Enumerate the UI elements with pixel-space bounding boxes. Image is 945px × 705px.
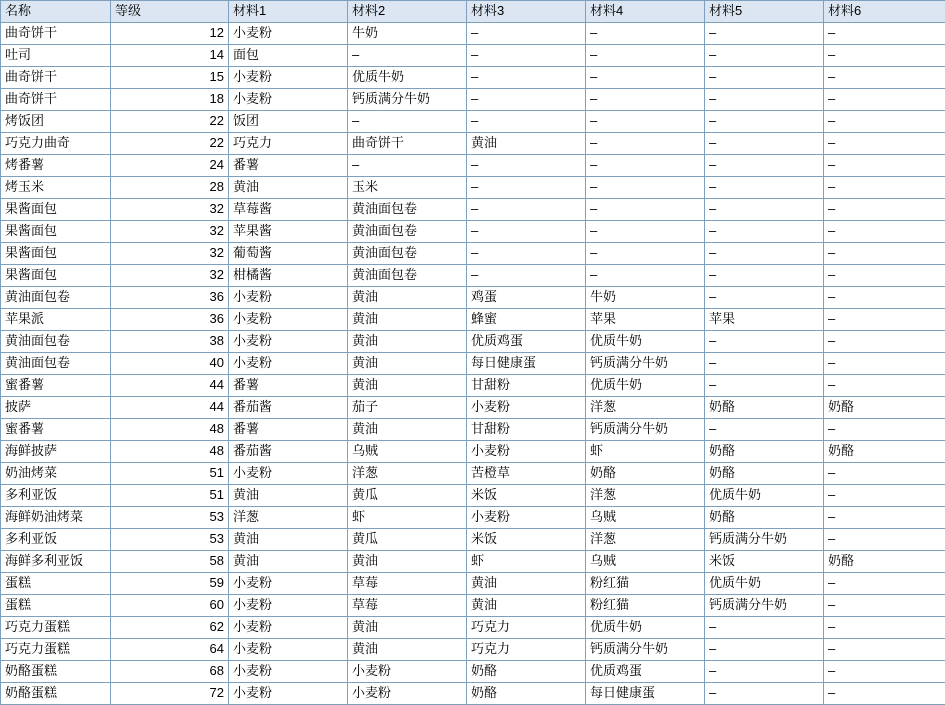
cell-name: 果酱面包	[1, 243, 111, 265]
column-header-material-6: 材料6	[824, 1, 945, 23]
cell-material-4: –	[586, 67, 705, 89]
cell-material-3: 奶酪	[467, 683, 586, 705]
cell-name: 奶酪蛋糕	[1, 683, 111, 705]
cell-material-4: 优质鸡蛋	[586, 661, 705, 683]
cell-name: 多利亚饭	[1, 529, 111, 551]
cell-material-3: –	[467, 221, 586, 243]
cell-name: 黄油面包卷	[1, 331, 111, 353]
cell-material-3: –	[467, 67, 586, 89]
cell-level: 48	[111, 441, 229, 463]
cell-material-4: 粉红猫	[586, 573, 705, 595]
cell-material-3: 巧克力	[467, 639, 586, 661]
cell-material-1: 巧克力	[229, 133, 348, 155]
cell-material-5: –	[705, 661, 824, 683]
cell-material-1: 小麦粉	[229, 89, 348, 111]
column-header-material-3: 材料3	[467, 1, 586, 23]
cell-name: 黄油面包卷	[1, 353, 111, 375]
cell-name: 蜜番薯	[1, 375, 111, 397]
cell-material-6: –	[824, 287, 945, 309]
table-row	[1, 353, 945, 375]
cell-name: 果酱面包	[1, 265, 111, 287]
cell-name: 海鲜多利亚饭	[1, 551, 111, 573]
cell-material-4: 乌贼	[586, 507, 705, 529]
cell-material-2: 牛奶	[348, 23, 467, 45]
cell-material-4: 钙质满分牛奶	[586, 639, 705, 661]
cell-name: 披萨	[1, 397, 111, 419]
cell-name: 曲奇饼干	[1, 89, 111, 111]
table-row	[1, 419, 945, 441]
table-header-row	[1, 1, 945, 23]
cell-material-6: –	[824, 529, 945, 551]
cell-name: 蜜番薯	[1, 419, 111, 441]
column-header-material-4: 材料4	[586, 1, 705, 23]
cell-material-1: 番薯	[229, 419, 348, 441]
cell-name: 黄油面包卷	[1, 287, 111, 309]
cell-material-6: –	[824, 683, 945, 705]
cell-material-2: 黄瓜	[348, 529, 467, 551]
cell-material-5: –	[705, 617, 824, 639]
cell-material-3: –	[467, 89, 586, 111]
cell-material-2: 黄油	[348, 375, 467, 397]
cell-material-5: –	[705, 45, 824, 67]
cell-material-2: 黄油	[348, 617, 467, 639]
table-row	[1, 441, 945, 463]
cell-level: 53	[111, 529, 229, 551]
cell-material-5: –	[705, 221, 824, 243]
cell-material-3: 小麦粉	[467, 507, 586, 529]
table-row	[1, 243, 945, 265]
column-header-name: 名称	[1, 1, 111, 23]
cell-level: 32	[111, 221, 229, 243]
cell-material-6: –	[824, 111, 945, 133]
cell-material-4: 虾	[586, 441, 705, 463]
cell-material-6: –	[824, 199, 945, 221]
cell-level: 38	[111, 331, 229, 353]
cell-material-2: 黄油	[348, 309, 467, 331]
cell-level: 22	[111, 133, 229, 155]
cell-level: 64	[111, 639, 229, 661]
cell-material-3: 小麦粉	[467, 397, 586, 419]
cell-level: 44	[111, 375, 229, 397]
cell-name: 果酱面包	[1, 199, 111, 221]
cell-material-2: 茄子	[348, 397, 467, 419]
cell-material-4: 牛奶	[586, 287, 705, 309]
cell-material-3: –	[467, 199, 586, 221]
cell-material-2: 草莓	[348, 573, 467, 595]
cell-material-1: 番茄酱	[229, 397, 348, 419]
cell-material-1: 黄油	[229, 485, 348, 507]
cell-name: 曲奇饼干	[1, 23, 111, 45]
cell-material-6: 奶酪	[824, 441, 945, 463]
cell-level: 51	[111, 463, 229, 485]
table-row	[1, 45, 945, 67]
table-header	[1, 1, 945, 23]
cell-material-4: 奶酪	[586, 463, 705, 485]
cell-material-6: –	[824, 23, 945, 45]
cell-level: 51	[111, 485, 229, 507]
cell-material-2: 黄油面包卷	[348, 199, 467, 221]
cell-material-4: –	[586, 133, 705, 155]
cell-material-2: 黄油面包卷	[348, 243, 467, 265]
cell-material-1: 洋葱	[229, 507, 348, 529]
cell-material-4: 洋葱	[586, 529, 705, 551]
cell-material-4: –	[586, 89, 705, 111]
table-row	[1, 639, 945, 661]
cell-level: 48	[111, 419, 229, 441]
cell-material-4: 优质牛奶	[586, 375, 705, 397]
cell-material-1: 番茄酱	[229, 441, 348, 463]
cell-material-4: 粉红猫	[586, 595, 705, 617]
cell-material-1: 苹果酱	[229, 221, 348, 243]
cell-material-5: –	[705, 265, 824, 287]
cell-material-1: 黄油	[229, 529, 348, 551]
table-row	[1, 111, 945, 133]
cell-material-1: 小麦粉	[229, 463, 348, 485]
cell-material-2: 虾	[348, 507, 467, 529]
cell-level: 36	[111, 309, 229, 331]
table-row	[1, 199, 945, 221]
table-row	[1, 573, 945, 595]
cell-material-2: 黄油	[348, 551, 467, 573]
cell-material-5: –	[705, 683, 824, 705]
cell-material-6: –	[824, 67, 945, 89]
cell-material-3: –	[467, 23, 586, 45]
table-row	[1, 661, 945, 683]
cell-material-1: 番薯	[229, 375, 348, 397]
cell-level: 24	[111, 155, 229, 177]
cell-material-4: 苹果	[586, 309, 705, 331]
cell-name: 巧克力曲奇	[1, 133, 111, 155]
table-body	[1, 23, 945, 705]
cell-material-6: –	[824, 463, 945, 485]
cell-level: 40	[111, 353, 229, 375]
cell-material-6: –	[824, 617, 945, 639]
cell-name: 果酱面包	[1, 221, 111, 243]
cell-level: 36	[111, 287, 229, 309]
cell-material-2: 优质牛奶	[348, 67, 467, 89]
table-row	[1, 133, 945, 155]
cell-material-5: –	[705, 639, 824, 661]
cell-material-2: –	[348, 45, 467, 67]
table-row	[1, 265, 945, 287]
cell-name: 巧克力蛋糕	[1, 639, 111, 661]
cell-level: 15	[111, 67, 229, 89]
cell-material-4: –	[586, 265, 705, 287]
cell-material-2: 黄油	[348, 331, 467, 353]
cell-material-4: 每日健康蛋	[586, 683, 705, 705]
table-row	[1, 507, 945, 529]
cell-material-6: –	[824, 507, 945, 529]
cell-level: 32	[111, 199, 229, 221]
cell-material-1: 小麦粉	[229, 617, 348, 639]
cell-material-6: 奶酪	[824, 551, 945, 573]
table-row	[1, 89, 945, 111]
cell-material-5: 奶酪	[705, 463, 824, 485]
cell-material-1: 小麦粉	[229, 67, 348, 89]
cell-material-1: 小麦粉	[229, 639, 348, 661]
cell-material-5: –	[705, 353, 824, 375]
cell-material-2: 黄油	[348, 419, 467, 441]
column-header-material-1: 材料1	[229, 1, 348, 23]
cell-material-2: 小麦粉	[348, 683, 467, 705]
cell-material-2: –	[348, 155, 467, 177]
cell-level: 68	[111, 661, 229, 683]
cell-material-5: –	[705, 67, 824, 89]
cell-material-4: –	[586, 23, 705, 45]
cell-material-1: 小麦粉	[229, 595, 348, 617]
cell-material-3: 每日健康蛋	[467, 353, 586, 375]
column-header-material-2: 材料2	[348, 1, 467, 23]
table-row	[1, 155, 945, 177]
cell-material-3: –	[467, 265, 586, 287]
cell-material-2: 黄油面包卷	[348, 221, 467, 243]
cell-level: 18	[111, 89, 229, 111]
table-row	[1, 221, 945, 243]
cell-material-3: 米饭	[467, 529, 586, 551]
cell-level: 32	[111, 265, 229, 287]
cell-name: 海鲜披萨	[1, 441, 111, 463]
cell-material-3: –	[467, 45, 586, 67]
table-row	[1, 67, 945, 89]
column-header-level: 等级	[111, 1, 229, 23]
cell-material-1: 黄油	[229, 177, 348, 199]
cell-material-5: 奶酪	[705, 441, 824, 463]
cell-material-5: –	[705, 287, 824, 309]
cell-name: 曲奇饼干	[1, 67, 111, 89]
cell-material-2: 黄瓜	[348, 485, 467, 507]
cell-level: 22	[111, 111, 229, 133]
cell-material-4: 乌贼	[586, 551, 705, 573]
cell-material-4: 优质牛奶	[586, 331, 705, 353]
cell-material-5: –	[705, 23, 824, 45]
cell-material-2: 钙质满分牛奶	[348, 89, 467, 111]
cell-material-4: –	[586, 243, 705, 265]
cell-material-4: 优质牛奶	[586, 617, 705, 639]
cell-material-4: 洋葱	[586, 485, 705, 507]
cell-material-5: –	[705, 199, 824, 221]
cell-material-4: 洋葱	[586, 397, 705, 419]
cell-material-1: 小麦粉	[229, 23, 348, 45]
cell-material-3: –	[467, 155, 586, 177]
cell-material-3: 奶酪	[467, 661, 586, 683]
cell-material-1: 番薯	[229, 155, 348, 177]
cell-level: 53	[111, 507, 229, 529]
table-row	[1, 485, 945, 507]
cell-material-4: –	[586, 199, 705, 221]
cell-material-3: 虾	[467, 551, 586, 573]
cell-material-3: –	[467, 177, 586, 199]
cell-name: 多利亚饭	[1, 485, 111, 507]
table-row	[1, 331, 945, 353]
cell-name: 烤饭团	[1, 111, 111, 133]
table-row	[1, 617, 945, 639]
cell-material-6: –	[824, 595, 945, 617]
cell-material-6: 奶酪	[824, 397, 945, 419]
cell-material-4: 钙质满分牛奶	[586, 419, 705, 441]
cell-material-3: 巧克力	[467, 617, 586, 639]
cell-material-6: –	[824, 155, 945, 177]
cell-level: 32	[111, 243, 229, 265]
cell-material-3: 甘甜粉	[467, 375, 586, 397]
cell-material-1: 小麦粉	[229, 573, 348, 595]
cell-material-1: 小麦粉	[229, 331, 348, 353]
cell-material-3: 黄油	[467, 595, 586, 617]
cell-material-2: 乌贼	[348, 441, 467, 463]
cell-material-6: –	[824, 309, 945, 331]
cell-level: 62	[111, 617, 229, 639]
cell-material-5: –	[705, 419, 824, 441]
cell-material-5: 奶酪	[705, 397, 824, 419]
cell-material-5: –	[705, 375, 824, 397]
cell-material-3: 米饭	[467, 485, 586, 507]
table-row	[1, 309, 945, 331]
cell-material-2: 黄油	[348, 287, 467, 309]
cell-material-5: 钙质满分牛奶	[705, 529, 824, 551]
cell-material-5: 米饭	[705, 551, 824, 573]
cell-material-6: –	[824, 45, 945, 67]
cell-material-5: 奶酪	[705, 507, 824, 529]
cell-name: 烤番薯	[1, 155, 111, 177]
cell-level: 60	[111, 595, 229, 617]
column-header-material-5: 材料5	[705, 1, 824, 23]
cell-material-4: –	[586, 111, 705, 133]
cell-material-6: –	[824, 331, 945, 353]
cell-material-5: –	[705, 331, 824, 353]
cell-material-4: –	[586, 221, 705, 243]
cell-material-2: 玉米	[348, 177, 467, 199]
cell-material-3: 蜂蜜	[467, 309, 586, 331]
cell-name: 海鲜奶油烤菜	[1, 507, 111, 529]
cell-material-1: 柑橘酱	[229, 265, 348, 287]
cell-material-2: –	[348, 111, 467, 133]
cell-material-6: –	[824, 661, 945, 683]
cell-material-6: –	[824, 221, 945, 243]
table-row	[1, 683, 945, 705]
cell-name: 蛋糕	[1, 595, 111, 617]
table-row	[1, 287, 945, 309]
table-row	[1, 397, 945, 419]
cell-level: 72	[111, 683, 229, 705]
cell-material-6: –	[824, 419, 945, 441]
cell-material-6: –	[824, 243, 945, 265]
cell-material-2: 洋葱	[348, 463, 467, 485]
cell-material-6: –	[824, 177, 945, 199]
cell-level: 44	[111, 397, 229, 419]
cell-material-5: –	[705, 155, 824, 177]
cell-name: 蛋糕	[1, 573, 111, 595]
cell-material-2: 小麦粉	[348, 661, 467, 683]
cell-name: 吐司	[1, 45, 111, 67]
cell-material-2: 黄油面包卷	[348, 265, 467, 287]
cell-material-6: –	[824, 353, 945, 375]
cell-name: 奶酪蛋糕	[1, 661, 111, 683]
table-row	[1, 463, 945, 485]
cell-material-1: 小麦粉	[229, 661, 348, 683]
cell-name: 苹果派	[1, 309, 111, 331]
table-row	[1, 23, 945, 45]
cell-material-6: –	[824, 485, 945, 507]
cell-material-1: 饭团	[229, 111, 348, 133]
cell-material-3: –	[467, 111, 586, 133]
cell-material-2: 黄油	[348, 353, 467, 375]
cell-material-5: 优质牛奶	[705, 573, 824, 595]
cell-material-3: –	[467, 243, 586, 265]
cell-material-5: 优质牛奶	[705, 485, 824, 507]
table-row	[1, 551, 945, 573]
cell-material-5: –	[705, 89, 824, 111]
cell-material-3: 甘甜粉	[467, 419, 586, 441]
cell-level: 14	[111, 45, 229, 67]
cell-material-3: 鸡蛋	[467, 287, 586, 309]
cell-material-4: –	[586, 45, 705, 67]
cell-material-2: 曲奇饼干	[348, 133, 467, 155]
cell-material-6: –	[824, 265, 945, 287]
table-row	[1, 595, 945, 617]
cell-name: 烤玉米	[1, 177, 111, 199]
cell-material-2: 黄油	[348, 639, 467, 661]
cell-material-1: 葡萄酱	[229, 243, 348, 265]
cell-level: 28	[111, 177, 229, 199]
table-row	[1, 375, 945, 397]
cell-material-1: 小麦粉	[229, 287, 348, 309]
cell-name: 巧克力蛋糕	[1, 617, 111, 639]
cell-material-1: 面包	[229, 45, 348, 67]
cell-material-3: 苦橙草	[467, 463, 586, 485]
cell-material-4: –	[586, 177, 705, 199]
cell-name: 奶油烤菜	[1, 463, 111, 485]
cell-material-6: –	[824, 573, 945, 595]
cell-material-5: 钙质满分牛奶	[705, 595, 824, 617]
cell-material-5: –	[705, 111, 824, 133]
cell-material-3: 黄油	[467, 133, 586, 155]
cell-material-3: 优质鸡蛋	[467, 331, 586, 353]
cell-material-5: 苹果	[705, 309, 824, 331]
cell-material-5: –	[705, 243, 824, 265]
cell-material-1: 小麦粉	[229, 353, 348, 375]
cell-level: 59	[111, 573, 229, 595]
cell-material-3: 小麦粉	[467, 441, 586, 463]
cell-material-6: –	[824, 375, 945, 397]
cell-material-5: –	[705, 177, 824, 199]
cell-material-3: 黄油	[467, 573, 586, 595]
cell-material-1: 小麦粉	[229, 309, 348, 331]
cell-material-2: 草莓	[348, 595, 467, 617]
cell-level: 12	[111, 23, 229, 45]
cell-level: 58	[111, 551, 229, 573]
cell-material-6: –	[824, 639, 945, 661]
table-row	[1, 529, 945, 551]
cell-material-1: 小麦粉	[229, 683, 348, 705]
cell-material-4: –	[586, 155, 705, 177]
cell-material-6: –	[824, 133, 945, 155]
table-row	[1, 177, 945, 199]
cell-material-4: 钙质满分牛奶	[586, 353, 705, 375]
cell-material-1: 黄油	[229, 551, 348, 573]
cell-material-5: –	[705, 133, 824, 155]
cell-material-6: –	[824, 89, 945, 111]
cell-material-1: 草莓酱	[229, 199, 348, 221]
